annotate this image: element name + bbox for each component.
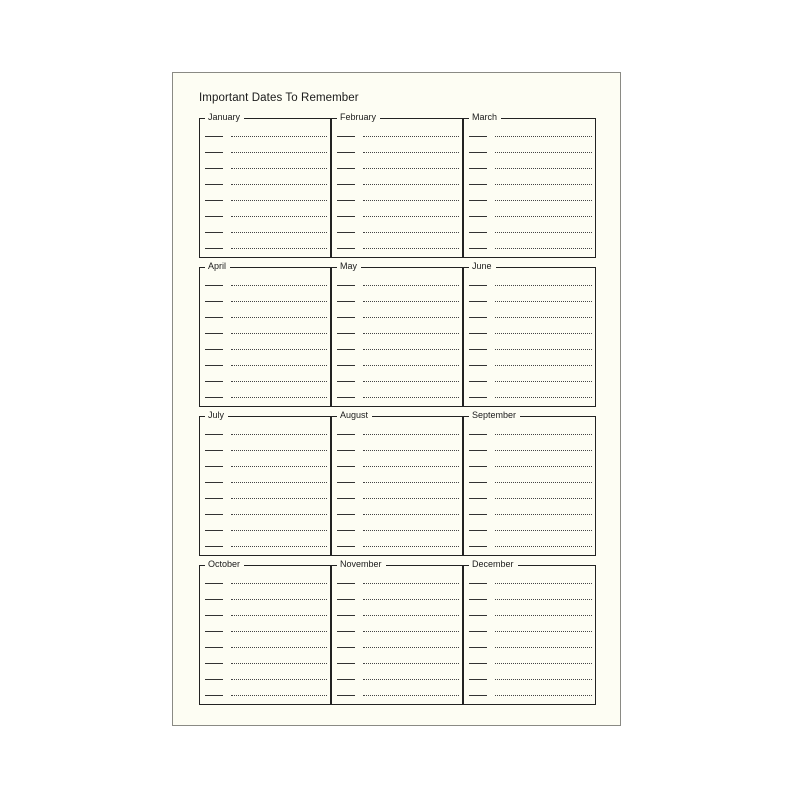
event-blank[interactable] [231,599,327,600]
event-blank[interactable] [363,482,459,483]
event-blank[interactable] [363,184,459,185]
date-blank[interactable] [337,168,355,169]
date-blank[interactable] [469,615,487,616]
event-blank[interactable] [231,530,327,531]
event-blank[interactable] [495,365,592,366]
event-blank[interactable] [495,695,592,696]
months-grid [199,110,596,705]
date-blank[interactable] [337,365,355,366]
event-blank[interactable] [495,631,592,632]
date-blank[interactable] [469,168,487,169]
month-frame [199,416,331,556]
date-blank[interactable] [205,450,223,451]
month-box-august [331,408,463,556]
date-blank[interactable] [205,615,223,616]
date-blank[interactable] [469,349,487,350]
event-blank[interactable] [363,232,459,233]
event-blank[interactable] [231,168,327,169]
date-blank[interactable] [337,615,355,616]
event-blank[interactable] [363,365,459,366]
event-blank[interactable] [363,695,459,696]
date-blank[interactable] [469,434,487,435]
event-blank[interactable] [363,631,459,632]
event-blank[interactable] [363,546,459,547]
event-blank[interactable] [495,200,592,201]
event-blank[interactable] [231,333,327,334]
date-blank[interactable] [337,232,355,233]
date-blank[interactable] [205,679,223,680]
date-blank[interactable] [337,583,355,584]
date-blank[interactable] [205,232,223,233]
date-blank[interactable] [205,631,223,632]
date-blank[interactable] [337,317,355,318]
event-blank[interactable] [363,397,459,398]
date-blank[interactable] [205,466,223,467]
month-label: November [337,558,386,570]
month-box-december [463,557,596,705]
date-blank[interactable] [205,397,223,398]
date-blank[interactable] [205,152,223,153]
event-blank[interactable] [495,530,592,531]
date-blank[interactable] [469,530,487,531]
event-blank[interactable] [495,184,592,185]
month-frame [331,565,463,705]
month-frame [463,118,596,258]
event-blank[interactable] [495,232,592,233]
event-blank[interactable] [363,663,459,664]
date-blank[interactable] [337,301,355,302]
event-blank[interactable] [495,248,592,249]
month-frame [199,118,331,258]
date-blank[interactable] [205,583,223,584]
date-blank[interactable] [469,136,487,137]
event-blank[interactable] [363,583,459,584]
event-blank[interactable] [231,381,327,382]
date-blank[interactable] [337,184,355,185]
date-blank[interactable] [205,381,223,382]
date-blank[interactable] [337,546,355,547]
month-box-may [331,259,463,407]
month-box-november [331,557,463,705]
month-box-january [199,110,331,258]
date-blank[interactable] [337,663,355,664]
event-blank[interactable] [231,514,327,515]
date-blank[interactable] [337,482,355,483]
date-blank[interactable] [205,647,223,648]
month-label: May [337,260,361,272]
event-blank[interactable] [363,679,459,680]
date-blank[interactable] [469,397,487,398]
month-label: August [337,409,372,421]
date-blank[interactable] [337,466,355,467]
date-blank[interactable] [205,530,223,531]
date-blank[interactable] [205,285,223,286]
month-frame [463,565,596,705]
date-blank[interactable] [469,232,487,233]
date-blank[interactable] [205,599,223,600]
event-blank[interactable] [363,317,459,318]
event-blank[interactable] [363,152,459,153]
date-blank[interactable] [337,216,355,217]
event-blank[interactable] [231,695,327,696]
event-blank[interactable] [231,349,327,350]
date-blank[interactable] [205,514,223,515]
event-blank[interactable] [363,599,459,600]
event-blank[interactable] [363,301,459,302]
date-blank[interactable] [205,168,223,169]
event-blank[interactable] [231,365,327,366]
date-blank[interactable] [469,301,487,302]
event-blank[interactable] [231,434,327,435]
event-blank[interactable] [231,317,327,318]
date-blank[interactable] [337,136,355,137]
date-blank[interactable] [337,200,355,201]
date-blank[interactable] [469,333,487,334]
event-blank[interactable] [363,136,459,137]
event-blank[interactable] [231,498,327,499]
date-blank[interactable] [469,285,487,286]
event-blank[interactable] [231,248,327,249]
event-blank[interactable] [231,184,327,185]
date-blank[interactable] [205,317,223,318]
event-blank[interactable] [231,679,327,680]
event-blank[interactable] [495,285,592,286]
event-blank[interactable] [231,450,327,451]
event-blank[interactable] [231,482,327,483]
date-blank[interactable] [205,200,223,201]
date-blank[interactable] [469,546,487,547]
date-blank[interactable] [205,695,223,696]
event-blank[interactable] [231,285,327,286]
month-frame [199,565,331,705]
month-label: March [469,111,501,123]
month-label: July [205,409,228,421]
event-blank[interactable] [495,615,592,616]
month-label: June [469,260,496,272]
event-blank[interactable] [231,136,327,137]
month-label: December [469,558,518,570]
month-frame [331,118,463,258]
month-box-october [199,557,331,705]
date-blank[interactable] [205,434,223,435]
date-blank[interactable] [469,482,487,483]
date-blank[interactable] [469,498,487,499]
event-blank[interactable] [363,216,459,217]
event-blank[interactable] [231,152,327,153]
date-blank[interactable] [205,136,223,137]
event-blank[interactable] [231,546,327,547]
date-blank[interactable] [337,631,355,632]
date-blank[interactable] [337,434,355,435]
month-box-july [199,408,331,556]
event-blank[interactable] [495,317,592,318]
date-blank[interactable] [469,200,487,201]
event-blank[interactable] [495,136,592,137]
date-blank[interactable] [337,349,355,350]
event-blank[interactable] [495,466,592,467]
month-frame [463,267,596,407]
date-blank[interactable] [205,663,223,664]
date-blank[interactable] [469,450,487,451]
event-blank[interactable] [495,514,592,515]
date-blank[interactable] [469,695,487,696]
date-blank[interactable] [469,583,487,584]
event-blank[interactable] [231,647,327,648]
date-blank[interactable] [337,333,355,334]
date-blank[interactable] [337,381,355,382]
event-blank[interactable] [231,663,327,664]
event-blank[interactable] [363,333,459,334]
date-blank[interactable] [337,679,355,680]
date-blank[interactable] [469,152,487,153]
month-frame [199,267,331,407]
event-blank[interactable] [363,647,459,648]
date-blank[interactable] [337,514,355,515]
event-blank[interactable] [495,663,592,664]
event-blank[interactable] [495,647,592,648]
month-label: April [205,260,230,272]
month-box-april [199,259,331,407]
event-blank[interactable] [363,349,459,350]
page-title: Important Dates To Remember [199,92,359,104]
date-blank[interactable] [469,514,487,515]
event-blank[interactable] [495,599,592,600]
date-blank[interactable] [205,349,223,350]
date-blank[interactable] [469,248,487,249]
date-blank[interactable] [469,631,487,632]
event-blank[interactable] [495,482,592,483]
month-frame [463,416,596,556]
event-blank[interactable] [495,498,592,499]
event-blank[interactable] [231,301,327,302]
date-blank[interactable] [337,285,355,286]
date-blank[interactable] [469,365,487,366]
date-blank[interactable] [469,317,487,318]
event-blank[interactable] [495,381,592,382]
event-blank[interactable] [363,498,459,499]
month-box-march [463,110,596,258]
date-blank[interactable] [205,546,223,547]
event-blank[interactable] [495,583,592,584]
event-blank[interactable] [495,679,592,680]
event-blank[interactable] [231,232,327,233]
event-blank[interactable] [495,546,592,547]
event-blank[interactable] [363,450,459,451]
date-blank[interactable] [205,184,223,185]
event-blank[interactable] [231,397,327,398]
date-blank[interactable] [337,498,355,499]
date-blank[interactable] [469,466,487,467]
event-blank[interactable] [495,333,592,334]
date-blank[interactable] [469,663,487,664]
date-blank[interactable] [337,599,355,600]
date-blank[interactable] [205,482,223,483]
date-blank[interactable] [337,248,355,249]
event-blank[interactable] [363,615,459,616]
event-blank[interactable] [363,285,459,286]
month-box-september [463,408,596,556]
date-blank[interactable] [205,248,223,249]
date-blank[interactable] [205,216,223,217]
event-blank[interactable] [495,168,592,169]
event-blank[interactable] [231,631,327,632]
event-blank[interactable] [363,200,459,201]
date-blank[interactable] [205,301,223,302]
date-blank[interactable] [337,397,355,398]
month-frame [331,416,463,556]
event-blank[interactable] [231,583,327,584]
date-blank[interactable] [337,450,355,451]
event-blank[interactable] [363,514,459,515]
event-blank[interactable] [363,381,459,382]
event-blank[interactable] [231,615,327,616]
date-blank[interactable] [337,530,355,531]
event-blank[interactable] [495,349,592,350]
date-blank[interactable] [205,498,223,499]
month-label: September [469,409,520,421]
event-blank[interactable] [495,301,592,302]
month-label: January [205,111,244,123]
event-blank[interactable] [363,434,459,435]
month-label: February [337,111,380,123]
date-blank[interactable] [469,216,487,217]
month-box-june [463,259,596,407]
event-blank[interactable] [231,466,327,467]
event-blank[interactable] [363,466,459,467]
date-blank[interactable] [337,647,355,648]
date-blank[interactable] [205,365,223,366]
event-blank[interactable] [495,152,592,153]
event-blank[interactable] [495,397,592,398]
date-blank[interactable] [337,152,355,153]
month-frame [331,267,463,407]
event-blank[interactable] [495,434,592,435]
date-blank[interactable] [469,647,487,648]
month-label: October [205,558,244,570]
date-blank[interactable] [469,679,487,680]
event-blank[interactable] [495,216,592,217]
event-blank[interactable] [363,248,459,249]
event-blank[interactable] [231,216,327,217]
date-blank[interactable] [469,184,487,185]
date-blank[interactable] [205,333,223,334]
event-blank[interactable] [231,200,327,201]
date-blank[interactable] [337,695,355,696]
event-blank[interactable] [495,450,592,451]
event-blank[interactable] [363,530,459,531]
event-blank[interactable] [363,168,459,169]
date-blank[interactable] [469,381,487,382]
date-blank[interactable] [469,599,487,600]
month-box-february [331,110,463,258]
